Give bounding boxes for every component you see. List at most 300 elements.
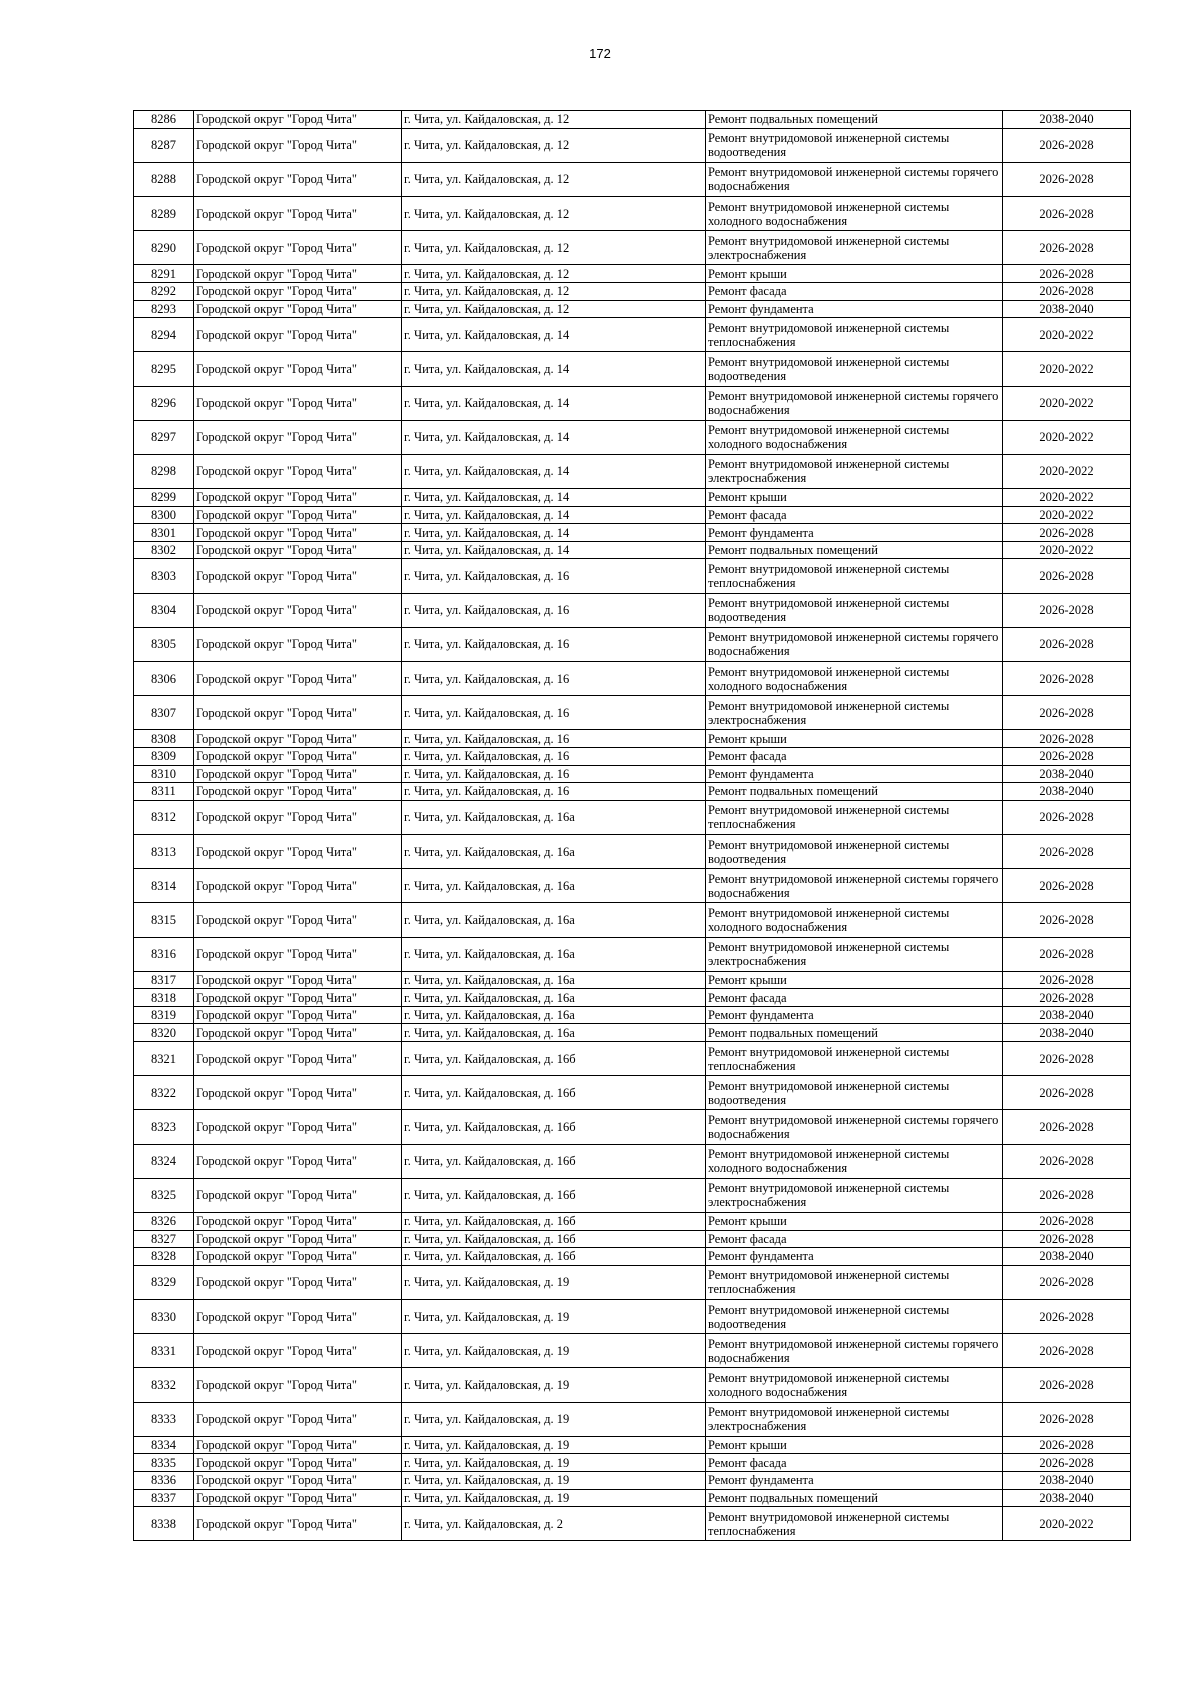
address-cell: г. Чита, ул. Кайдаловская, д. 16б (402, 1042, 706, 1076)
address-cell: г. Чита, ул. Кайдаловская, д. 14 (402, 318, 706, 352)
work-type-cell: Ремонт внутридомовой инженерной системы электроснабжения (706, 1402, 1003, 1436)
table-row (134, 196, 1131, 230)
address-cell: г. Чита, ул. Кайдаловская, д. 16а (402, 903, 706, 937)
work-type-cell: Ремонт внутридомовой инженерной системы горячего водоснабжения (706, 869, 1003, 903)
work-type-cell: Ремонт подвальных помещений (706, 1024, 1003, 1042)
table-row (134, 352, 1131, 386)
municipality-cell: Городской округ "Город Чита" (194, 318, 402, 352)
municipality-cell: Городской округ "Город Чита" (194, 1230, 402, 1248)
row-number-cell: 8338 (134, 1507, 194, 1541)
period-cell: 2026-2028 (1003, 1454, 1131, 1472)
row-number-cell: 8320 (134, 1024, 194, 1042)
table-row (134, 318, 1131, 352)
period-cell: 2026-2028 (1003, 162, 1131, 196)
address-cell: г. Чита, ул. Кайдаловская, д. 16а (402, 937, 706, 971)
municipality-cell: Городской округ "Город Чита" (194, 1110, 402, 1144)
table-row (134, 1213, 1131, 1231)
municipality-cell: Городской округ "Город Чита" (194, 1489, 402, 1507)
table-row (134, 730, 1131, 748)
work-type-cell: Ремонт внутридомовой инженерной системы холодного водоснабжения (706, 196, 1003, 230)
municipality-cell: Городской округ "Город Чита" (194, 231, 402, 265)
period-cell: 2038-2040 (1003, 765, 1131, 783)
table-row (134, 454, 1131, 488)
period-cell: 2026-2028 (1003, 128, 1131, 162)
address-cell: г. Чита, ул. Кайдаловская, д. 16б (402, 1213, 706, 1231)
table-row (134, 1265, 1131, 1299)
address-cell: г. Чита, ул. Кайдаловская, д. 16 (402, 662, 706, 696)
municipality-cell: Городской округ "Город Чита" (194, 1213, 402, 1231)
work-type-cell: Ремонт внутридомовой инженерной системы горячего водоснабжения (706, 386, 1003, 420)
row-number-cell: 8319 (134, 1006, 194, 1024)
table-row (134, 1454, 1131, 1472)
row-number-cell: 8290 (134, 231, 194, 265)
row-number-cell: 8289 (134, 196, 194, 230)
municipality-cell: Городской округ "Город Чита" (194, 1454, 402, 1472)
work-type-cell: Ремонт фасада (706, 747, 1003, 765)
address-cell: г. Чита, ул. Кайдаловская, д. 16а (402, 834, 706, 868)
address-cell: г. Чита, ул. Кайдаловская, д. 16а (402, 869, 706, 903)
table-row (134, 834, 1131, 868)
period-cell: 2026-2028 (1003, 869, 1131, 903)
municipality-cell: Городской округ "Город Чита" (194, 937, 402, 971)
period-cell: 2020-2022 (1003, 506, 1131, 524)
row-number-cell: 8297 (134, 420, 194, 454)
row-number-cell: 8323 (134, 1110, 194, 1144)
row-number-cell: 8331 (134, 1334, 194, 1368)
address-cell: г. Чита, ул. Кайдаловская, д. 16а (402, 971, 706, 989)
work-type-cell: Ремонт фундамента (706, 524, 1003, 542)
table-row (134, 282, 1131, 300)
address-cell: г. Чита, ул. Кайдаловская, д. 16б (402, 1144, 706, 1178)
address-cell: г. Чита, ул. Кайдаловская, д. 16 (402, 627, 706, 661)
row-number-cell: 8309 (134, 747, 194, 765)
period-cell: 2026-2028 (1003, 196, 1131, 230)
table-row (134, 1436, 1131, 1454)
row-number-cell: 8324 (134, 1144, 194, 1178)
work-type-cell: Ремонт внутридомовой инженерной системы водоотведения (706, 352, 1003, 386)
period-cell: 2026-2028 (1003, 559, 1131, 593)
municipality-cell: Городской округ "Город Чита" (194, 696, 402, 730)
municipality-cell: Городской округ "Город Чита" (194, 1471, 402, 1489)
work-type-cell: Ремонт внутридомовой инженерной системы электроснабжения (706, 1178, 1003, 1212)
municipality-cell: Городской округ "Город Чита" (194, 1334, 402, 1368)
table-row (134, 559, 1131, 593)
work-type-cell: Ремонт фасада (706, 282, 1003, 300)
period-cell: 2020-2022 (1003, 352, 1131, 386)
municipality-cell: Городской округ "Город Чита" (194, 627, 402, 661)
row-number-cell: 8306 (134, 662, 194, 696)
table-row (134, 1110, 1131, 1144)
table-row (134, 765, 1131, 783)
row-number-cell: 8296 (134, 386, 194, 420)
address-cell: г. Чита, ул. Кайдаловская, д. 16 (402, 730, 706, 748)
table-row (134, 1178, 1131, 1212)
table-row (134, 231, 1131, 265)
municipality-cell: Городской округ "Город Чита" (194, 1178, 402, 1212)
table-row (134, 1471, 1131, 1489)
table-row (134, 1006, 1131, 1024)
municipality-cell: Городской округ "Город Чита" (194, 128, 402, 162)
address-cell: г. Чита, ул. Кайдаловская, д. 16б (402, 1248, 706, 1266)
municipality-cell: Городской округ "Город Чита" (194, 386, 402, 420)
period-cell: 2020-2022 (1003, 541, 1131, 559)
address-cell: г. Чита, ул. Кайдаловская, д. 16б (402, 1076, 706, 1110)
table-row (134, 265, 1131, 283)
period-cell: 2026-2028 (1003, 1178, 1131, 1212)
work-type-cell: Ремонт фундамента (706, 1248, 1003, 1266)
address-cell: г. Чита, ул. Кайдаловская, д. 16 (402, 593, 706, 627)
work-type-cell: Ремонт внутридомовой инженерной системы горячего водоснабжения (706, 162, 1003, 196)
period-cell: 2026-2028 (1003, 593, 1131, 627)
table-row (134, 111, 1131, 129)
address-cell: г. Чита, ул. Кайдаловская, д. 19 (402, 1265, 706, 1299)
row-number-cell: 8330 (134, 1299, 194, 1333)
row-number-cell: 8288 (134, 162, 194, 196)
row-number-cell: 8321 (134, 1042, 194, 1076)
municipality-cell: Городской округ "Город Чита" (194, 524, 402, 542)
row-number-cell: 8295 (134, 352, 194, 386)
address-cell: г. Чита, ул. Кайдаловская, д. 19 (402, 1454, 706, 1472)
address-cell: г. Чита, ул. Кайдаловская, д. 19 (402, 1368, 706, 1402)
row-number-cell: 8328 (134, 1248, 194, 1266)
period-cell: 2026-2028 (1003, 231, 1131, 265)
period-cell: 2026-2028 (1003, 1299, 1131, 1333)
work-type-cell: Ремонт крыши (706, 1213, 1003, 1231)
work-type-cell: Ремонт внутридомовой инженерной системы холодного водоснабжения (706, 1144, 1003, 1178)
municipality-cell: Городской округ "Город Чита" (194, 783, 402, 801)
row-number-cell: 8294 (134, 318, 194, 352)
address-cell: г. Чита, ул. Кайдаловская, д. 16 (402, 765, 706, 783)
period-cell: 2020-2022 (1003, 454, 1131, 488)
work-type-cell: Ремонт внутридомовой инженерной системы электроснабжения (706, 696, 1003, 730)
work-type-cell: Ремонт внутридомовой инженерной системы водоотведения (706, 593, 1003, 627)
works-table-body (134, 111, 1131, 1541)
row-number-cell: 8291 (134, 265, 194, 283)
work-type-cell: Ремонт фундамента (706, 300, 1003, 318)
table-row (134, 128, 1131, 162)
address-cell: г. Чита, ул. Кайдаловская, д. 2 (402, 1507, 706, 1541)
row-number-cell: 8300 (134, 506, 194, 524)
period-cell: 2026-2028 (1003, 662, 1131, 696)
table-row (134, 989, 1131, 1007)
period-cell: 2026-2028 (1003, 834, 1131, 868)
table-row (134, 1489, 1131, 1507)
row-number-cell: 8292 (134, 282, 194, 300)
work-type-cell: Ремонт подвальных помещений (706, 783, 1003, 801)
work-type-cell: Ремонт внутридомовой инженерной системы теплоснабжения (706, 318, 1003, 352)
table-row (134, 1507, 1131, 1541)
municipality-cell: Городской округ "Город Чита" (194, 834, 402, 868)
period-cell: 2026-2028 (1003, 1230, 1131, 1248)
work-type-cell: Ремонт фасада (706, 1454, 1003, 1472)
work-type-cell: Ремонт внутридомовой инженерной системы теплоснабжения (706, 1265, 1003, 1299)
period-cell: 2026-2028 (1003, 1402, 1131, 1436)
table-row (134, 300, 1131, 318)
municipality-cell: Городской округ "Город Чита" (194, 559, 402, 593)
municipality-cell: Городской округ "Город Чита" (194, 300, 402, 318)
work-type-cell: Ремонт фундамента (706, 1006, 1003, 1024)
work-type-cell: Ремонт фасада (706, 506, 1003, 524)
address-cell: г. Чита, ул. Кайдаловская, д. 14 (402, 524, 706, 542)
municipality-cell: Городской округ "Город Чита" (194, 869, 402, 903)
work-type-cell: Ремонт подвальных помещений (706, 541, 1003, 559)
municipality-cell: Городской округ "Город Чита" (194, 800, 402, 834)
row-number-cell: 8304 (134, 593, 194, 627)
period-cell: 2026-2028 (1003, 1076, 1131, 1110)
table-row (134, 489, 1131, 507)
table-row (134, 1248, 1131, 1266)
address-cell: г. Чита, ул. Кайдаловская, д. 16 (402, 559, 706, 593)
row-number-cell: 8293 (134, 300, 194, 318)
municipality-cell: Городской округ "Город Чита" (194, 593, 402, 627)
row-number-cell: 8307 (134, 696, 194, 730)
row-number-cell: 8299 (134, 489, 194, 507)
period-cell: 2026-2028 (1003, 524, 1131, 542)
address-cell: г. Чита, ул. Кайдаловская, д. 12 (402, 162, 706, 196)
address-cell: г. Чита, ул. Кайдаловская, д. 16б (402, 1178, 706, 1212)
address-cell: г. Чита, ул. Кайдаловская, д. 14 (402, 541, 706, 559)
address-cell: г. Чита, ул. Кайдаловская, д. 14 (402, 386, 706, 420)
period-cell: 2026-2028 (1003, 1265, 1131, 1299)
municipality-cell: Городской округ "Город Чита" (194, 747, 402, 765)
table-row (134, 386, 1131, 420)
row-number-cell: 8334 (134, 1436, 194, 1454)
work-type-cell: Ремонт внутридомовой инженерной системы холодного водоснабжения (706, 662, 1003, 696)
municipality-cell: Городской округ "Город Чита" (194, 506, 402, 524)
row-number-cell: 8337 (134, 1489, 194, 1507)
table-row (134, 1042, 1131, 1076)
address-cell: г. Чита, ул. Кайдаловская, д. 14 (402, 352, 706, 386)
period-cell: 2038-2040 (1003, 783, 1131, 801)
work-type-cell: Ремонт внутридомовой инженерной системы холодного водоснабжения (706, 903, 1003, 937)
table-row (134, 903, 1131, 937)
period-cell: 2026-2028 (1003, 1110, 1131, 1144)
row-number-cell: 8335 (134, 1454, 194, 1472)
municipality-cell: Городской округ "Город Чита" (194, 1006, 402, 1024)
work-type-cell: Ремонт внутридомовой инженерной системы холодного водоснабжения (706, 420, 1003, 454)
table-row (134, 1334, 1131, 1368)
period-cell: 2026-2028 (1003, 903, 1131, 937)
work-type-cell: Ремонт внутридомовой инженерной системы горячего водоснабжения (706, 627, 1003, 661)
work-type-cell: Ремонт внутридомовой инженерной системы теплоснабжения (706, 1507, 1003, 1541)
row-number-cell: 8325 (134, 1178, 194, 1212)
work-type-cell: Ремонт внутридомовой инженерной системы водоотведения (706, 128, 1003, 162)
period-cell: 2038-2040 (1003, 1024, 1131, 1042)
work-type-cell: Ремонт фасада (706, 1230, 1003, 1248)
work-type-cell: Ремонт внутридомовой инженерной системы горячего водоснабжения (706, 1110, 1003, 1144)
period-cell: 2020-2022 (1003, 1507, 1131, 1541)
period-cell: 2026-2028 (1003, 627, 1131, 661)
period-cell: 2026-2028 (1003, 1144, 1131, 1178)
address-cell: г. Чита, ул. Кайдаловская, д. 12 (402, 265, 706, 283)
period-cell: 2026-2028 (1003, 730, 1131, 748)
address-cell: г. Чита, ул. Кайдаловская, д. 12 (402, 111, 706, 129)
address-cell: г. Чита, ул. Кайдаловская, д. 16 (402, 747, 706, 765)
period-cell: 2020-2022 (1003, 489, 1131, 507)
period-cell: 2026-2028 (1003, 1213, 1131, 1231)
period-cell: 2038-2040 (1003, 1248, 1131, 1266)
work-type-cell: Ремонт внутридомовой инженерной системы теплоснабжения (706, 559, 1003, 593)
period-cell: 2026-2028 (1003, 747, 1131, 765)
table-row (134, 541, 1131, 559)
work-type-cell: Ремонт крыши (706, 730, 1003, 748)
period-cell: 2026-2028 (1003, 1334, 1131, 1368)
period-cell: 2038-2040 (1003, 111, 1131, 129)
work-type-cell: Ремонт крыши (706, 971, 1003, 989)
municipality-cell: Городской округ "Город Чита" (194, 1042, 402, 1076)
period-cell: 2020-2022 (1003, 386, 1131, 420)
work-type-cell: Ремонт фундамента (706, 1471, 1003, 1489)
municipality-cell: Городской округ "Город Чита" (194, 730, 402, 748)
table-row (134, 1230, 1131, 1248)
work-type-cell: Ремонт крыши (706, 265, 1003, 283)
work-type-cell: Ремонт внутридомовой инженерной системы водоотведения (706, 1076, 1003, 1110)
address-cell: г. Чита, ул. Кайдаловская, д. 19 (402, 1299, 706, 1333)
address-cell: г. Чита, ул. Кайдаловская, д. 19 (402, 1402, 706, 1436)
works-table (133, 110, 1131, 1541)
municipality-cell: Городской округ "Город Чита" (194, 1436, 402, 1454)
address-cell: г. Чита, ул. Кайдаловская, д. 12 (402, 128, 706, 162)
municipality-cell: Городской округ "Город Чита" (194, 1076, 402, 1110)
address-cell: г. Чита, ул. Кайдаловская, д. 14 (402, 454, 706, 488)
table-row (134, 524, 1131, 542)
period-cell: 2038-2040 (1003, 1006, 1131, 1024)
row-number-cell: 8333 (134, 1402, 194, 1436)
municipality-cell: Городской округ "Город Чита" (194, 265, 402, 283)
row-number-cell: 8315 (134, 903, 194, 937)
municipality-cell: Городской округ "Город Чита" (194, 1265, 402, 1299)
address-cell: г. Чита, ул. Кайдаловская, д. 16б (402, 1110, 706, 1144)
table-row (134, 1402, 1131, 1436)
period-cell: 2020-2022 (1003, 420, 1131, 454)
work-type-cell: Ремонт внутридомовой инженерной системы холодного водоснабжения (706, 1368, 1003, 1402)
address-cell: г. Чита, ул. Кайдаловская, д. 12 (402, 196, 706, 230)
period-cell: 2038-2040 (1003, 1489, 1131, 1507)
address-cell: г. Чита, ул. Кайдаловская, д. 19 (402, 1489, 706, 1507)
table-row (134, 662, 1131, 696)
row-number-cell: 8329 (134, 1265, 194, 1299)
row-number-cell: 8312 (134, 800, 194, 834)
address-cell: г. Чита, ул. Кайдаловская, д. 14 (402, 420, 706, 454)
table-row (134, 627, 1131, 661)
municipality-cell: Городской округ "Город Чита" (194, 765, 402, 783)
address-cell: г. Чита, ул. Кайдаловская, д. 19 (402, 1471, 706, 1489)
row-number-cell: 8302 (134, 541, 194, 559)
table-row (134, 1299, 1131, 1333)
municipality-cell: Городской округ "Город Чита" (194, 111, 402, 129)
period-cell: 2026-2028 (1003, 1436, 1131, 1454)
address-cell: г. Чита, ул. Кайдаловская, д. 16 (402, 783, 706, 801)
period-cell: 2026-2028 (1003, 696, 1131, 730)
work-type-cell: Ремонт внутридомовой инженерной системы горячего водоснабжения (706, 1334, 1003, 1368)
row-number-cell: 8336 (134, 1471, 194, 1489)
municipality-cell: Городской округ "Город Чита" (194, 282, 402, 300)
period-cell: 2026-2028 (1003, 265, 1131, 283)
work-type-cell: Ремонт внутридомовой инженерной системы теплоснабжения (706, 1042, 1003, 1076)
municipality-cell: Городской округ "Город Чита" (194, 1368, 402, 1402)
municipality-cell: Городской округ "Город Чита" (194, 541, 402, 559)
row-number-cell: 8318 (134, 989, 194, 1007)
row-number-cell: 8327 (134, 1230, 194, 1248)
page-number: 172 (589, 46, 611, 61)
work-type-cell: Ремонт внутридомовой инженерной системы водоотведения (706, 834, 1003, 868)
row-number-cell: 8326 (134, 1213, 194, 1231)
period-cell: 2038-2040 (1003, 300, 1131, 318)
municipality-cell: Городской округ "Город Чита" (194, 162, 402, 196)
address-cell: г. Чита, ул. Кайдаловская, д. 19 (402, 1334, 706, 1368)
row-number-cell: 8313 (134, 834, 194, 868)
address-cell: г. Чита, ул. Кайдаловская, д. 16а (402, 989, 706, 1007)
municipality-cell: Городской округ "Город Чита" (194, 1299, 402, 1333)
work-type-cell: Ремонт внутридомовой инженерной системы электроснабжения (706, 937, 1003, 971)
period-cell: 2026-2028 (1003, 937, 1131, 971)
address-cell: г. Чита, ул. Кайдаловская, д. 16а (402, 1024, 706, 1042)
period-cell: 2026-2028 (1003, 800, 1131, 834)
period-cell: 2038-2040 (1003, 1471, 1131, 1489)
row-number-cell: 8317 (134, 971, 194, 989)
work-type-cell: Ремонт внутридомовой инженерной системы электроснабжения (706, 454, 1003, 488)
period-cell: 2020-2022 (1003, 318, 1131, 352)
row-number-cell: 8332 (134, 1368, 194, 1402)
table-row (134, 783, 1131, 801)
work-type-cell: Ремонт внутридомовой инженерной системы электроснабжения (706, 231, 1003, 265)
period-cell: 2026-2028 (1003, 989, 1131, 1007)
municipality-cell: Городской округ "Город Чита" (194, 903, 402, 937)
table-row (134, 869, 1131, 903)
table-row (134, 1368, 1131, 1402)
address-cell: г. Чита, ул. Кайдаловская, д. 16а (402, 800, 706, 834)
municipality-cell: Городской округ "Город Чита" (194, 489, 402, 507)
municipality-cell: Городской округ "Город Чита" (194, 1248, 402, 1266)
address-cell: г. Чита, ул. Кайдаловская, д. 14 (402, 506, 706, 524)
municipality-cell: Городской округ "Город Чита" (194, 352, 402, 386)
work-type-cell: Ремонт фасада (706, 989, 1003, 1007)
work-type-cell: Ремонт внутридомовой инженерной системы водоотведения (706, 1299, 1003, 1333)
table-row (134, 1024, 1131, 1042)
municipality-cell: Городской округ "Город Чита" (194, 662, 402, 696)
table-row (134, 1076, 1131, 1110)
municipality-cell: Городской округ "Город Чита" (194, 971, 402, 989)
work-type-cell: Ремонт крыши (706, 489, 1003, 507)
municipality-cell: Городской округ "Город Чита" (194, 420, 402, 454)
row-number-cell: 8316 (134, 937, 194, 971)
table-row (134, 971, 1131, 989)
table-row (134, 937, 1131, 971)
work-type-cell: Ремонт подвальных помещений (706, 1489, 1003, 1507)
row-number-cell: 8314 (134, 869, 194, 903)
table-row (134, 420, 1131, 454)
municipality-cell: Городской округ "Город Чита" (194, 989, 402, 1007)
period-cell: 2026-2028 (1003, 1042, 1131, 1076)
table-row (134, 747, 1131, 765)
work-type-cell: Ремонт внутридомовой инженерной системы теплоснабжения (706, 800, 1003, 834)
address-cell: г. Чита, ул. Кайдаловская, д. 16 (402, 696, 706, 730)
row-number-cell: 8308 (134, 730, 194, 748)
municipality-cell: Городской округ "Город Чита" (194, 1507, 402, 1541)
row-number-cell: 8303 (134, 559, 194, 593)
table-row (134, 593, 1131, 627)
address-cell: г. Чита, ул. Кайдаловская, д. 14 (402, 489, 706, 507)
address-cell: г. Чита, ул. Кайдаловская, д. 12 (402, 300, 706, 318)
table-row (134, 1144, 1131, 1178)
work-type-cell: Ремонт фундамента (706, 765, 1003, 783)
work-type-cell: Ремонт подвальных помещений (706, 111, 1003, 129)
table-row (134, 800, 1131, 834)
municipality-cell: Городской округ "Город Чита" (194, 1024, 402, 1042)
row-number-cell: 8322 (134, 1076, 194, 1110)
municipality-cell: Городской округ "Город Чита" (194, 454, 402, 488)
row-number-cell: 8305 (134, 627, 194, 661)
